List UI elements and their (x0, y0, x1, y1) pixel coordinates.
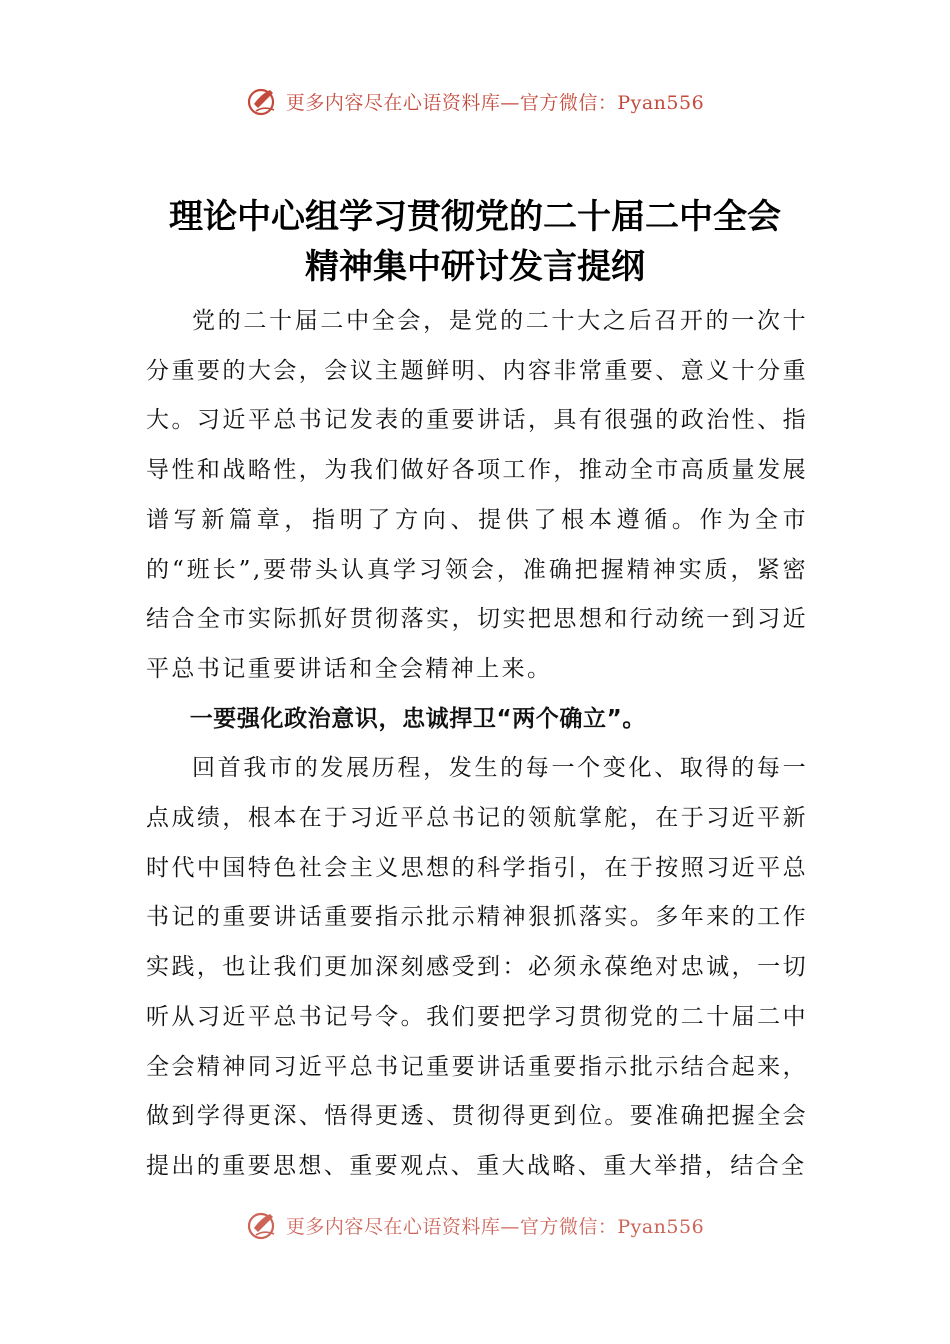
brush-logo-icon (246, 1208, 280, 1242)
title-line-2: 精神集中研讨发言提纲 (305, 247, 645, 287)
paragraph-intro: 党的二十届二中全会，是党的二十大之后召开的一次十分重要的大会，会议主题鲜明、内容非常重要、意义十分重大。习近平总书记发表的重要讲话，具有很强的政治性、指导性和战略性，为我们做好各项工作，推动全市高质量发展谱写新篇章，指明了方向、提供了根本遵循。作为全市的“班长”,要带头认真学习领会，准确把握精神实质，紧密结合全市实际抓好贯彻落实，切实把思想和行动统一到习近平总书记重要讲话和全会精神上来。 (146, 308, 808, 682)
watermark-header (0, 84, 950, 118)
title-line-1: 理论中心组学习贯彻党的二十届二中全会 (169, 197, 781, 237)
brush-logo-icon (246, 84, 280, 118)
watermark-text: 更多内容尽在心语资料库—官方微信：Pyan556 (285, 1215, 705, 1238)
document-body (146, 297, 808, 1192)
section-heading-1: 一要强化政治意识，忠诚捍卫“两个确立”。 (189, 705, 646, 732)
watermark-text: 更多内容尽在心语资料库—官方微信：Pyan556 (285, 91, 705, 114)
paragraph-section-1: 回首我市的发展历程，发生的每一个变化、取得的每一点成绩，根本在于习近平总书记的领航掌舵，在于习近平新时代中国特色社会主义思想的科学指引，在于按照习近平总书记的重要讲话重要指示批示精神狠抓落实。多年来的工作实践，也让我们更加深刻感受到：必须永葆绝对忠诚，一切听从习近平总书记号令。我们要把学习贯彻党的二十届二中全会精神同习近平总书记重要讲话重要指示批示结合起来，做到学得更深、悟得更透、贯彻得更到位。要准确把握全会提出的重要思想、重要观点、重大战略、重大举措，结合全 (146, 755, 808, 1179)
watermark-footer (0, 1208, 950, 1242)
document-title (110, 192, 840, 292)
